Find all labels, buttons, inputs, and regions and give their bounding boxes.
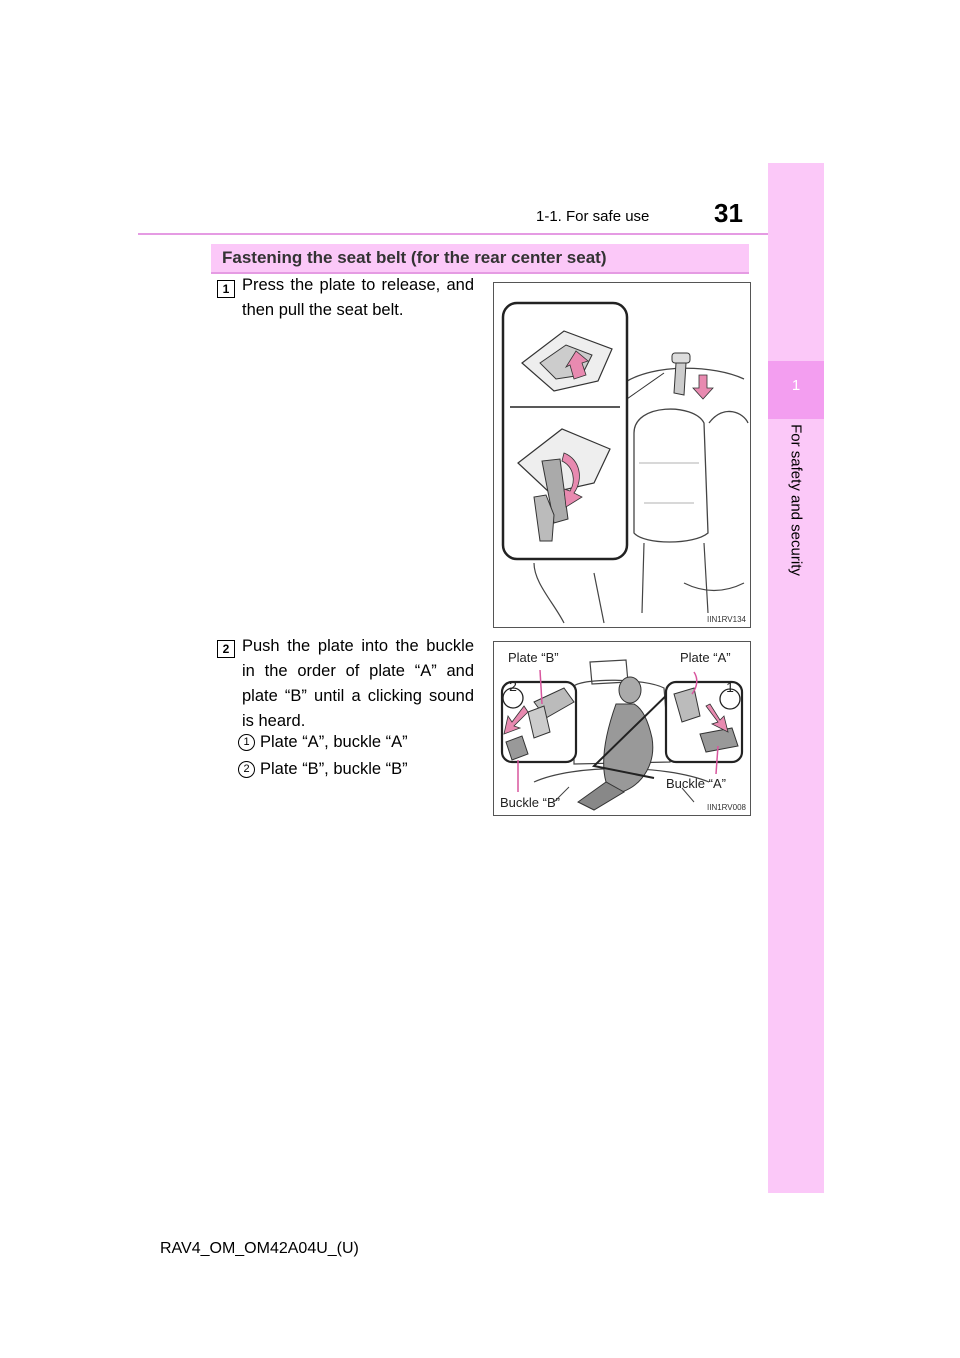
document-code: RAV4_OM_OM42A04U_(U) xyxy=(160,1240,359,1257)
section-title: Fastening the seat belt (for the rear center seat) xyxy=(222,248,607,267)
step-1-text: Press the plate to release, and then pull the seat belt. xyxy=(242,276,474,319)
section-label: 1-1. For safe use xyxy=(536,208,650,225)
sub-item-2-text: Plate “B”, buckle “B” xyxy=(260,760,408,778)
sub-item-1-marker: 1 xyxy=(238,734,255,751)
chapter-number: 1 xyxy=(791,377,801,394)
sub-item-1-text: Plate “A”, buckle “A” xyxy=(260,733,408,751)
step-2-text: Push the plate into the buckle in the order of plate “A” and plate “B” until a clicking sound is heard. xyxy=(242,637,474,730)
buckle-a-label: Buckle “A” xyxy=(666,776,726,791)
plate-b-label: Plate “B” xyxy=(508,650,559,665)
sub-item-2-marker: 2 xyxy=(238,761,255,778)
step-2-marker: 2 xyxy=(217,640,235,658)
figure-2-circle-1: 1 xyxy=(726,679,734,695)
figure-release-plate xyxy=(493,282,751,628)
chapter-side-tab xyxy=(768,163,824,1193)
chapter-title: For safety and security xyxy=(787,424,805,576)
buckle-b-label: Buckle “B” xyxy=(500,795,560,810)
section-title-bar xyxy=(211,244,749,274)
figure-2-circle-2: 2 xyxy=(509,678,517,694)
plate-a-label: Plate “A” xyxy=(680,650,731,665)
page-number: 31 xyxy=(714,198,743,228)
step-1-marker: 1 xyxy=(217,280,235,298)
figure-insert-plates xyxy=(493,641,751,816)
seat-belt-release-illustration xyxy=(494,283,750,627)
figure-1-code: IIN1RV134 xyxy=(707,615,746,624)
figure-2-code: IIN1RV008 xyxy=(707,803,746,812)
chapter-number-tab xyxy=(768,361,824,419)
header-rule xyxy=(138,233,823,235)
